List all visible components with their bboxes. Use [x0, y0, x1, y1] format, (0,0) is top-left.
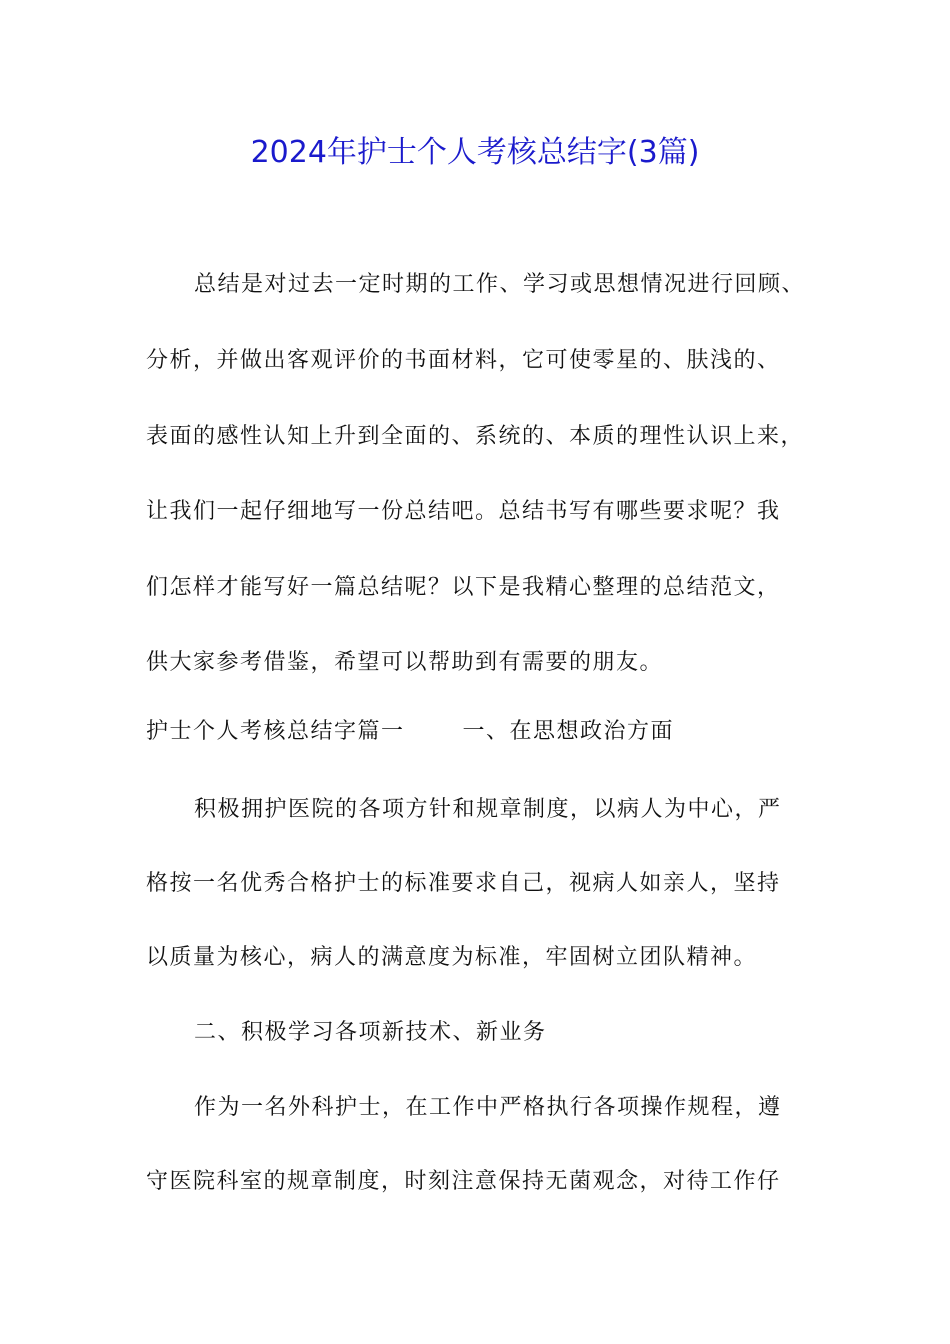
section-heading: 护士个人考核总结字篇一 [146, 719, 405, 744]
subsection-heading: 二、积极学习各项新技术、新业务 [194, 1020, 547, 1045]
paragraph-line: 守医院科室的规章制度，时刻注意保持无菌观念，对待工作仔 [146, 1169, 781, 1194]
paragraph-line: 表面的感性认知上升到全面的、系统的、本质的理性认识上来， [146, 424, 805, 449]
document-title: 2024年护士个人考核总结字(3篇) [250, 135, 700, 170]
paragraph-line: 分析，并做出客观评价的书面材料，它可使零星的、肤浅的、 [146, 348, 781, 373]
paragraph-line: 格按一名优秀合格护士的标准要求自己，视病人如亲人，坚持 [146, 871, 781, 896]
section-heading-line [146, 717, 826, 747]
paragraph-line: 总结是对过去一定时期的工作、学习或思想情况进行回顾、 [194, 272, 806, 297]
paragraph-line: 积极拥护医院的各项方针和规章制度，以病人为中心，严 [194, 797, 782, 822]
paragraph-line: 们怎样才能写好一篇总结呢？以下是我精心整理的总结范文， [146, 575, 781, 600]
paragraph-line: 以质量为核心，病人的满意度为标准，牢固树立团队精神。 [146, 945, 758, 970]
subsection-heading: 一、在思想政治方面 [462, 719, 675, 744]
paragraph-line: 供大家参考借鉴，希望可以帮助到有需要的朋友。 [146, 650, 664, 675]
paragraph-line: 让我们一起仔细地写一份总结吧。总结书写有哪些要求呢？我 [146, 499, 781, 524]
paragraph-line: 作为一名外科护士，在工作中严格执行各项操作规程，遵 [194, 1095, 782, 1120]
